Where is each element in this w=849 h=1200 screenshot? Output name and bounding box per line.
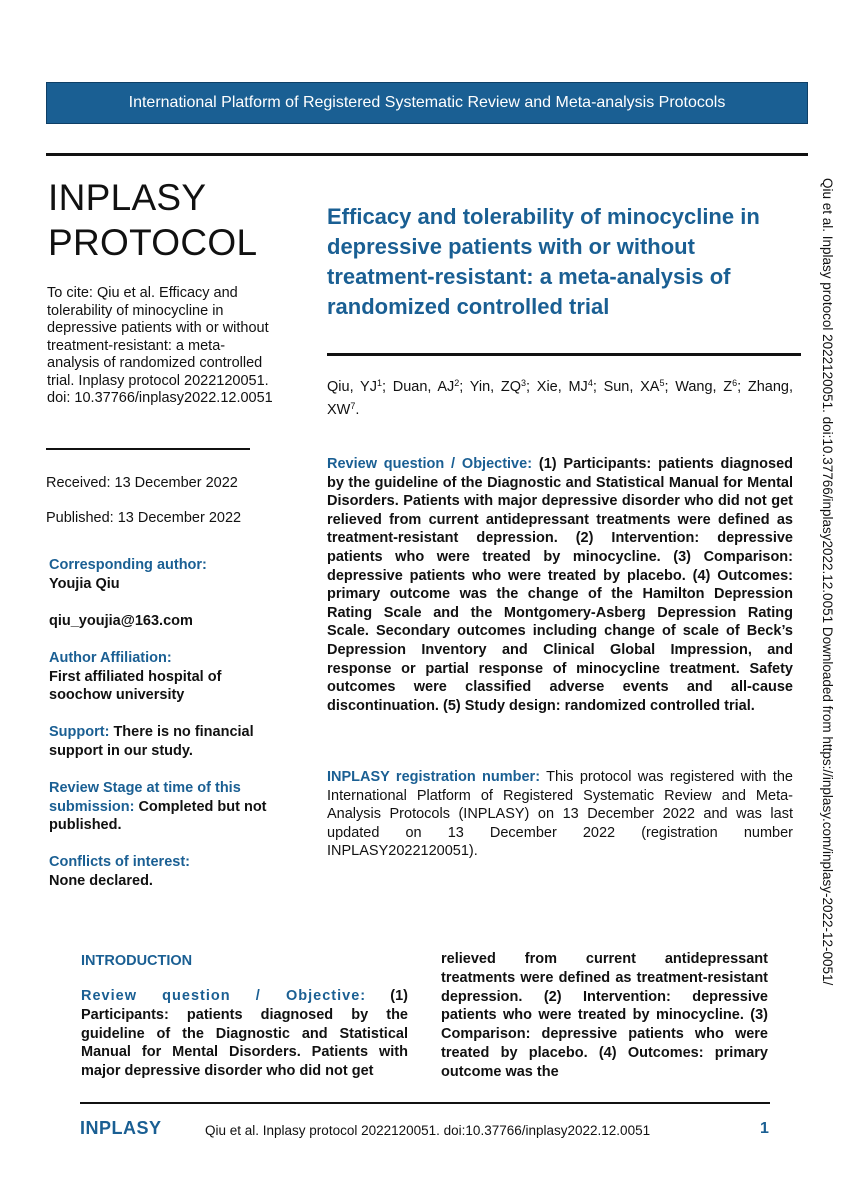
affiliation-value: First affiliated hospital of soochow university [49, 668, 222, 703]
affiliation-label: Author Affiliation: [49, 650, 172, 666]
top-divider [46, 153, 808, 156]
author-affiliation-number: 4 [587, 378, 593, 388]
intro-column-right-text: relieved from current antidepressant treatments were defined as treatment-resistant depression. (2) Intervention: depressive patients who were treated by minocycline. (3) Comparison: depressive patients who were treated by placebo. (4) Outcomes: primary outcome was the [441, 951, 768, 1080]
author-affiliation-number: 6 [732, 378, 738, 388]
intro-heading: INTRODUCTION [81, 953, 193, 969]
review-stage [49, 779, 279, 835]
objective-label: Review question / Objective: [327, 456, 533, 472]
author-separator: ; [381, 379, 393, 395]
footer-citation: Qiu et al. Inplasy protocol 2022120051. doi:10.37766/inplasy2022.12.0051 [205, 1123, 651, 1138]
journal-banner: International Platform of Registered Systematic Review and Meta-analysis Protocols [46, 82, 808, 124]
author-separator: ; [737, 379, 748, 395]
support-label: Support: [49, 724, 110, 740]
author-affiliation-number: 3 [521, 378, 527, 388]
objective-paragraph [327, 455, 793, 715]
article-title: Efficacy and tolerability of minocycline in depressive patients with or without treatment-resistant: a meta-analysis of randomized controlled trial [327, 204, 760, 319]
conflicts-value: None declared. [49, 872, 153, 889]
intro-objective-label: Review question / Objective: [81, 988, 367, 1004]
conflicts-label: Conflicts of interest: [49, 854, 190, 870]
author-name: Xie, MJ [536, 379, 588, 395]
title-divider [327, 353, 801, 356]
registration-paragraph [327, 768, 793, 861]
corresponding-label: Corresponding author: [49, 557, 207, 573]
author-affiliation [49, 649, 279, 705]
author-separator: ; [592, 379, 604, 395]
stage-label: Review Stage at time of this submission: [49, 780, 241, 815]
stage-value: Completed but not published. [49, 798, 267, 833]
corresponding-name: Youjia Qiu [49, 575, 120, 592]
footer-divider [80, 1102, 770, 1104]
corresponding-author [49, 556, 279, 593]
author-affiliation-number: 2 [454, 378, 460, 388]
intro-column-left [81, 987, 408, 1081]
sidebar-divider [46, 448, 250, 450]
author-name: Duan, AJ [392, 379, 455, 395]
side-download-note[interactable]: Qiu et al. Inplasy protocol 2022120051. doi:10.37766/inplasy2022.12.0051 Downloaded from https://inplasy.com/inplasy-2022-12-0051/ [820, 178, 835, 986]
author-name: Sun, XA [603, 379, 660, 395]
page-number: 1 [760, 1120, 769, 1137]
author-affiliation-number: 5 [659, 378, 665, 388]
author-affiliation-number: 1 [376, 378, 382, 388]
author-separator: ; [664, 379, 676, 395]
author-name: Wang, Z [675, 379, 733, 395]
registration-text: This protocol was registered with the International Platform of Registered Systematic Review and Meta-Analysis Protocols (INPLASY) on 13 December 2022 and was last updated on 13 December 2022 (registration number INPLASY2022120051). [327, 769, 793, 860]
heading-line-2: PROTOCOL [48, 222, 258, 263]
email-text[interactable]: qiu_youjia@163.com [49, 613, 193, 629]
support-value: There is no financial support in our study. [49, 724, 254, 759]
author-name: Yin, ZQ [469, 379, 522, 395]
author-affiliation-number: 7 [350, 401, 356, 411]
author-name: Qiu, YJ [327, 379, 377, 395]
conflicts-of-interest [49, 853, 279, 890]
author-email[interactable] [49, 612, 279, 631]
intro-column-left-text: (1) Participants: patients diagnosed by the guideline of the Diagnostic and Statistical Manual for Mental Disorders. Patients with major depressive disorder who did not get [81, 988, 409, 1080]
author-separator: . [355, 402, 360, 418]
heading-line-1: INPLASY [48, 177, 207, 218]
protocol-heading [48, 175, 288, 265]
received-date: Received: 13 December 2022 [46, 475, 238, 491]
author-separator: ; [526, 379, 537, 395]
published-date: Published: 13 December 2022 [46, 510, 242, 526]
author-separator: ; [459, 379, 470, 395]
objective-text: (1) Participants: patients diagnosed by the guideline of the Diagnostic and Statistical Manual for Mental Disorders. Patients with major depressive disorder who did not get relieved from current antidepressant treatments were defined as treatment-resistant depression. (2) Intervention: depressive patients who were treated by minocycline. (3) Comparison: depressive patients who were treated by placebo. (4) Outcomes: primary outcome was the change of the Hamilton Depression Rating Scale and the Montgomery-Asberg Depression Rating Scale. Secondary outcomes including change of scale of Beck’s Depression Inventory and Clinical Global Impression, and response or partial response of minocycline treatment. Safety outcomes were classified adverse events and all-cause discontinuation. (5) Study design: randomized controlled trial. [327, 456, 794, 714]
author-name: Zhang, XW [327, 379, 794, 418]
intro-column-right [441, 950, 768, 1082]
citation-text: To cite: Qiu et al. Efficacy and tolerability of minocycline in depressive patients with or without treatment-resistant: a meta-analysis of randomized controlled trial. Inplasy protocol 2022120051. doi: 10.37766/inplasy2022.12.0051 [47, 285, 273, 406]
footer-brand: INPLASY [80, 1118, 162, 1138]
support-info [49, 723, 279, 760]
author-list [327, 374, 793, 420]
registration-label: INPLASY registration number: [327, 769, 541, 785]
